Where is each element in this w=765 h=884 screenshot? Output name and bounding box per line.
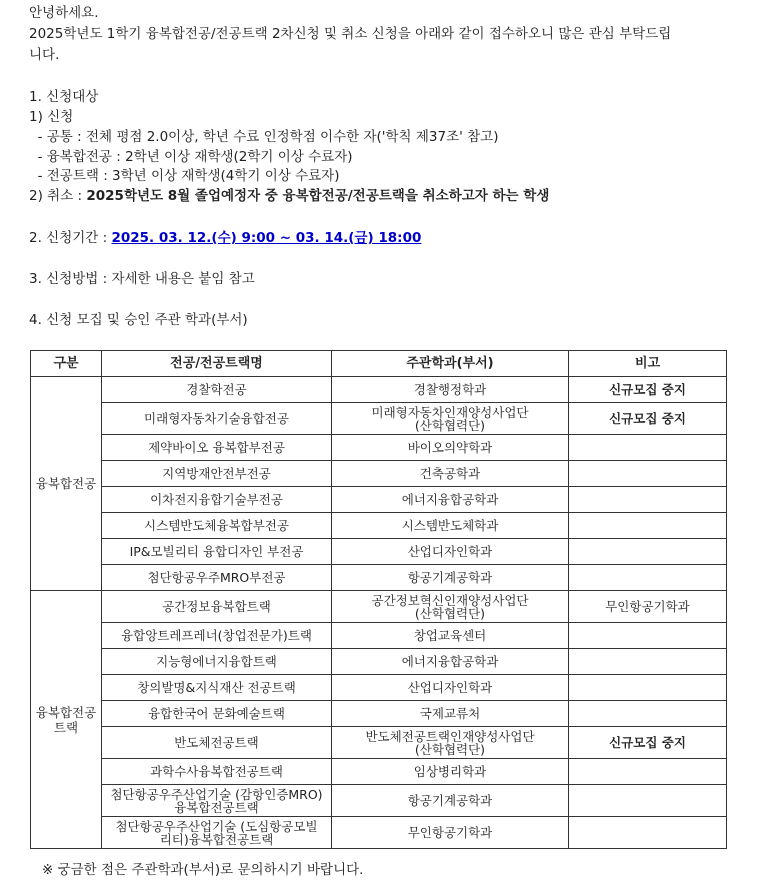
table-row [31,513,727,539]
dept-cell [332,487,569,513]
dept-name: 국제교류처 [419,706,481,721]
major-name: 공간정보융복합트랙 [162,599,271,614]
major-name: 융합한국어 문화예술트랙 [148,706,285,721]
major-cell [102,565,332,591]
dept-cell [332,377,569,403]
major-name: 첨단항공우주산업기술 (감항인증MRO) [110,786,323,802]
major-name: 과학수사융복합전공트랙 [150,764,283,779]
dept-name: 무인항공기학과 [407,825,493,840]
section2-heading: 2. 신청기간 : [29,230,112,246]
track-criteria: - 전공트랙 : 3학년 이상 재학생(4학기 이상 수료자) [29,168,340,184]
dept-cell [332,623,569,649]
dept-cell [332,539,569,565]
major-name: 경찰학전공 [186,382,247,397]
dept-name: 바이오의약학과 [407,440,493,455]
dept-name: 창업교육센터 [413,628,487,643]
major-cell [102,675,332,701]
note-cell [569,649,727,675]
table-row [31,435,727,461]
table-row [31,817,727,849]
dept-name: 시스템반도체학과 [401,518,499,533]
note-cell [569,785,727,817]
note-cell: 무인항공기학과 [569,591,727,623]
major-cell [102,649,332,675]
table-row [31,539,727,565]
footnote: ※ 궁금한 점은 주관학과(부서)로 문의하시기 바랍니다. [42,862,364,878]
section1-heading: 1. 신청대상 [29,89,99,105]
major-name: 미래형자동차기술융합전공 [144,411,289,426]
dept-cell [332,591,569,623]
header-note: 비고 [569,351,727,377]
header-dept: 주관학과(부서) [332,351,569,377]
dept-cell [332,727,569,759]
dept-cell [332,435,569,461]
table-row [31,649,727,675]
major-name: 첨단항공우주MRO부전공 [147,570,286,585]
major-name: IP&모빌리티 융합디자인 부전공 [129,544,304,559]
table-row [31,785,727,817]
major-cell [102,701,332,727]
dept-cell [332,565,569,591]
major-name-cont: 리티)융복합전공트랙 [159,831,274,847]
dept-cell [332,701,569,727]
note-cell [569,759,727,785]
dept-cell [332,461,569,487]
table-row [31,675,727,701]
dept-name: 공간정보혁신인재양성사업단 [371,592,529,608]
group-fusion-track: 융복합전공트랙 [31,591,102,849]
header-major: 전공/전공트랙명 [102,351,332,377]
dept-cell [332,513,569,539]
dept-name: 산업디자인학과 [407,544,493,559]
major-cell [102,487,332,513]
dept-name-cont: (산학협력단) [414,605,486,621]
note-cell [569,623,727,649]
major-cell [102,539,332,565]
dept-cell [332,759,569,785]
dept-name: 항공기계공학과 [407,793,493,808]
major-cell [102,759,332,785]
dept-cell [332,817,569,849]
intro-line-1: 2025학년도 1학기 융복합전공/전공트랙 2차신청 및 취소 신청을 아래와 같이 접수하오니 많은 관심 부탁드립 [29,26,672,42]
note-cell [569,513,727,539]
section2 [29,228,421,248]
note-cell [569,675,727,701]
table-row [31,377,727,403]
common-criteria: - 공통 : 전체 평점 2.0이상, 학년 수료 인정학점 이수한 자('학칙 제37조' 참고) [29,129,499,145]
table-row [31,759,727,785]
dept-cell [332,403,569,435]
major-name: 융합앙트레프레너(창업전문가)트랙 [121,628,312,643]
note-cell [569,565,727,591]
greeting: 안녕하세요. [29,5,99,21]
note-cell: 신규모집 중지 [569,377,727,403]
section4-heading: 4. 신청 모집 및 승인 주관 학과(부서) [29,312,248,328]
major-name-cont: 융복합전공트랙 [174,799,259,815]
dept-name: 에너지융합공학과 [401,492,499,507]
dept-cell [332,785,569,817]
table-row [31,727,727,759]
table-row [31,591,727,623]
note-cell [569,817,727,849]
intro-line-2: 니다. [29,47,60,63]
dept-name: 건축공학과 [419,466,481,481]
major-cell [102,817,332,849]
note-cell [569,539,727,565]
cancel-criteria [29,186,549,206]
table-row [31,565,727,591]
dept-name: 항공기계공학과 [407,570,493,585]
dept-cell [332,649,569,675]
major-name: 지능형에너지융합트랙 [156,654,277,669]
note-cell: 신규모집 중지 [569,403,727,435]
major-cell [102,435,332,461]
major-cell [102,623,332,649]
dept-name: 산업디자인학과 [407,680,493,695]
major-name: 제약바이오 융복합부전공 [148,440,285,455]
table-row [31,403,727,435]
dept-name-cont: (산학협력단) [414,741,486,757]
dept-cell [332,675,569,701]
major-name: 지역방재안전부전공 [162,466,271,481]
table-row [31,701,727,727]
major-cell [102,591,332,623]
dept-name-cont: (산학협력단) [414,417,486,433]
header-category: 구분 [31,351,102,377]
note-cell [569,487,727,513]
cancel-label: 2) 취소 : [29,188,87,204]
major-cell [102,403,332,435]
major-cell [102,461,332,487]
major-table [30,350,727,849]
dept-name: 미래형자동차인재양성사업단 [371,404,529,420]
table-header-row [31,351,727,377]
major-cell [102,785,332,817]
table-row [31,623,727,649]
major-cell [102,727,332,759]
major-name: 창의발명&지식재산 전공트랙 [137,680,296,695]
table-row [31,487,727,513]
major-cell [102,377,332,403]
note-cell [569,701,727,727]
major-cell [102,513,332,539]
dept-name: 에너지융합공학과 [401,654,499,669]
major-name: 이차전지융합기술부전공 [150,492,283,507]
major-name: 시스템반도체융복합부전공 [144,518,289,533]
apply-label: 1) 신청 [29,109,74,125]
major-name: 반도체전공트랙 [174,735,259,750]
note-cell: 신규모집 중지 [569,727,727,759]
table-row [31,461,727,487]
dept-name: 반도체전공트랙인재양성사업단 [365,728,535,744]
fusion-criteria: - 융복합전공 : 2학년 이상 재학생(2학기 이상 수료자) [29,149,353,165]
note-cell [569,435,727,461]
dept-name: 임상병리학과 [413,764,487,779]
cancel-target: 2025학년도 8월 졸업예정자 중 융복합전공/전공트랙을 취소하고자 하는 학생 [86,188,550,204]
group-fusion-major: 융복합전공 [31,377,102,591]
dept-name: 경찰행정학과 [413,382,487,397]
period-link[interactable]: 2025. 03. 12.(수) 9:00 ~ 03. 14.(금) 18:00 [111,230,422,246]
major-name: 첨단항공우주산업기술 (도심항공모빌 [115,818,318,834]
section3-heading: 3. 신청방법 : 자세한 내용은 붙임 참고 [29,271,255,287]
note-cell [569,461,727,487]
